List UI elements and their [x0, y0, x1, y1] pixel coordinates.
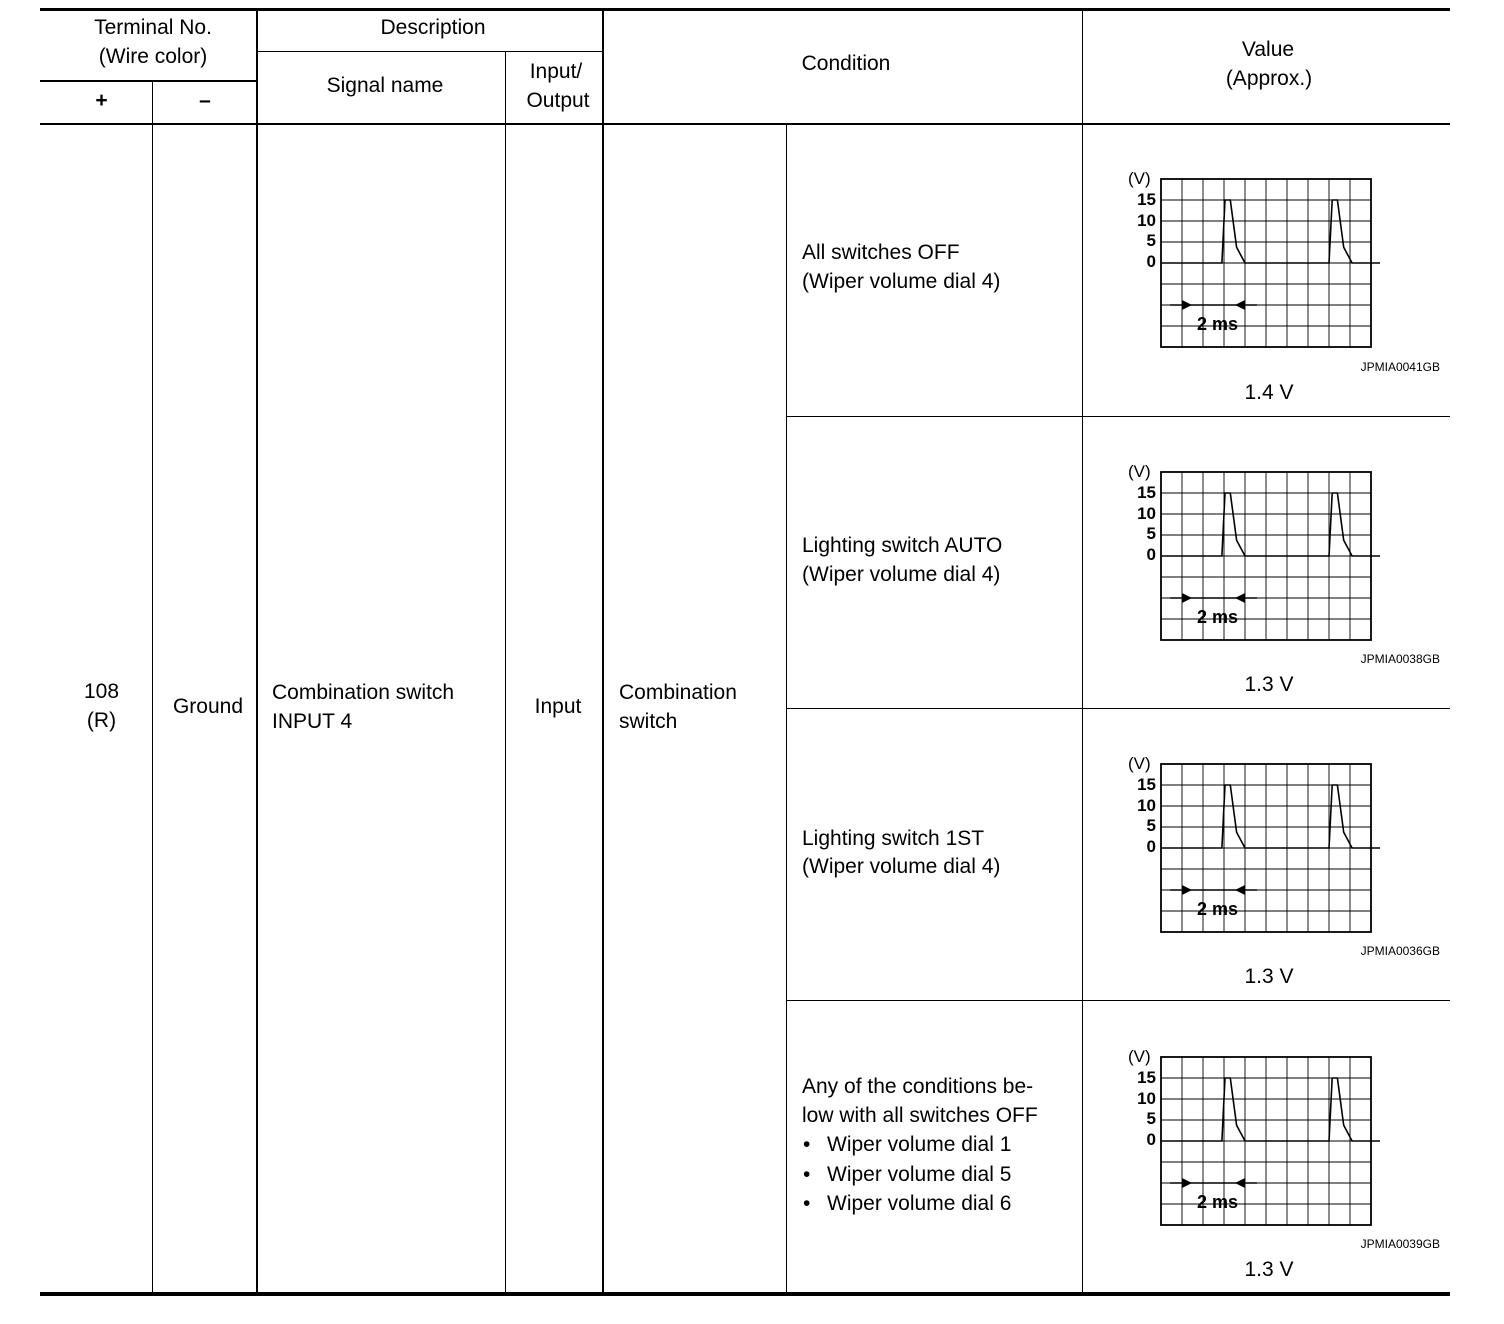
y-tick-label: 0: [1146, 545, 1156, 564]
time-scale-arrow-right: [1182, 593, 1192, 603]
figure-id-label: JPMIA0036GB: [1360, 944, 1440, 958]
figure-id-label: JPMIA0039GB: [1360, 1237, 1440, 1251]
condition-group-line2: switch: [619, 710, 678, 733]
time-scale-arrow-left: [1235, 1178, 1245, 1188]
condition-bullet-item: • Wiper volume dial 5: [802, 1160, 1011, 1190]
table-bottom-rule: [40, 1292, 1450, 1296]
y-tick-label: 10: [1137, 1089, 1156, 1108]
terminal-subheader-rule: [40, 80, 257, 82]
col-divider-signal: [505, 52, 506, 1293]
y-tick-label: 0: [1146, 252, 1156, 271]
description-subheader-rule: [257, 51, 603, 52]
time-scale-label: 2 ms: [1196, 899, 1239, 919]
header-description: Description: [380, 16, 486, 39]
value-reading: 1.3 V: [1244, 965, 1294, 988]
condition-text-line2: (Wiper volume dial 4): [802, 563, 1001, 586]
header-plus: +: [95, 89, 108, 112]
condition-text-line1: Lighting switch AUTO: [802, 534, 1003, 557]
signal-name-line1: Combination switch: [272, 681, 455, 704]
condition-text-line2: low with all switches OFF: [802, 1104, 1038, 1127]
time-scale-label: 2 ms: [1196, 1192, 1239, 1212]
voltage-waveform: [1161, 785, 1380, 848]
oscilloscope-chart-2: [1126, 457, 1380, 653]
condition-text-line1: Lighting switch 1ST: [802, 827, 985, 850]
value-reading: 1.3 V: [1244, 1258, 1294, 1281]
y-tick-label: 5: [1146, 1109, 1156, 1128]
time-scale-arrow-right: [1182, 885, 1192, 895]
y-tick-label: 0: [1146, 1130, 1156, 1149]
voltage-waveform: [1161, 493, 1380, 556]
condition-divider-1: [786, 416, 1450, 417]
io-value: Input: [534, 695, 582, 718]
condition-divider-3: [786, 1000, 1450, 1001]
time-scale-label: 2 ms: [1196, 607, 1239, 627]
condition-text-line2: (Wiper volume dial 4): [802, 270, 1001, 293]
y-tick-label: 15: [1137, 190, 1156, 209]
figure-id-label: JPMIA0041GB: [1360, 360, 1440, 374]
y-tick-label: 5: [1146, 816, 1156, 835]
condition-text-line2: (Wiper volume dial 4): [802, 855, 1001, 878]
terminal-plus-wire-color: (R): [86, 709, 117, 732]
time-scale-arrow-left: [1235, 300, 1245, 310]
value-reading: 1.3 V: [1244, 673, 1294, 696]
y-tick-label: 5: [1146, 524, 1156, 543]
figure-id-label: JPMIA0038GB: [1360, 652, 1440, 666]
time-scale-arrow-right: [1182, 300, 1192, 310]
col-divider-io: [602, 10, 604, 1293]
y-tick-label: 10: [1137, 796, 1156, 815]
time-scale-arrow-left: [1235, 885, 1245, 895]
condition-bullet-item: • Wiper volume dial 1: [802, 1130, 1011, 1160]
header-condition: Condition: [801, 52, 891, 75]
oscilloscope-chart-1: [1126, 164, 1380, 360]
header-approx: (Approx.): [1225, 67, 1313, 90]
y-tick-label: 0: [1146, 837, 1156, 856]
col-divider-value: [1082, 10, 1083, 1293]
time-scale-arrow-right: [1182, 1178, 1192, 1188]
y-tick-label: 5: [1146, 231, 1156, 250]
time-scale-arrow-left: [1235, 593, 1245, 603]
oscilloscope-chart-3: [1126, 749, 1380, 945]
condition-text-line1: All switches OFF: [802, 241, 960, 264]
col-divider-condition-group: [786, 124, 787, 1293]
header-minus: –: [199, 89, 211, 112]
condition-text-line1: Any of the conditions be-: [802, 1075, 1034, 1098]
y-unit-label: (V): [1128, 1047, 1151, 1066]
header-output: Output: [526, 89, 590, 112]
header-signal-name: Signal name: [326, 74, 444, 97]
y-unit-label: (V): [1128, 169, 1151, 188]
header-terminal-no: Terminal No.: [94, 16, 212, 39]
voltage-waveform: [1161, 1078, 1380, 1141]
value-reading: 1.4 V: [1244, 381, 1294, 404]
y-unit-label: (V): [1128, 754, 1151, 773]
header-input: Input/: [529, 60, 583, 83]
condition-bullet-item: • Wiper volume dial 6: [802, 1189, 1011, 1219]
terminal-minus: Ground: [172, 695, 244, 718]
condition-group-line1: Combination: [619, 681, 737, 704]
time-scale-label: 2 ms: [1196, 314, 1239, 334]
header-bottom-rule: [40, 123, 1450, 125]
condition-divider-2: [786, 708, 1450, 709]
y-tick-label: 15: [1137, 1068, 1156, 1087]
condition-bullet-list: [802, 1130, 1011, 1219]
y-unit-label: (V): [1128, 462, 1151, 481]
col-divider-terminal: [256, 10, 258, 1293]
signal-name-line2: INPUT 4: [272, 710, 353, 733]
oscilloscope-chart-4: [1126, 1042, 1380, 1238]
y-tick-label: 10: [1137, 504, 1156, 523]
y-tick-label: 15: [1137, 775, 1156, 794]
y-tick-label: 10: [1137, 211, 1156, 230]
header-wire-color: (Wire color): [98, 45, 208, 68]
y-tick-label: 15: [1137, 483, 1156, 502]
voltage-waveform: [1161, 200, 1380, 263]
header-value: Value: [1241, 38, 1295, 61]
table-top-rule: [40, 8, 1450, 11]
terminal-plus-number: 108: [83, 680, 120, 703]
